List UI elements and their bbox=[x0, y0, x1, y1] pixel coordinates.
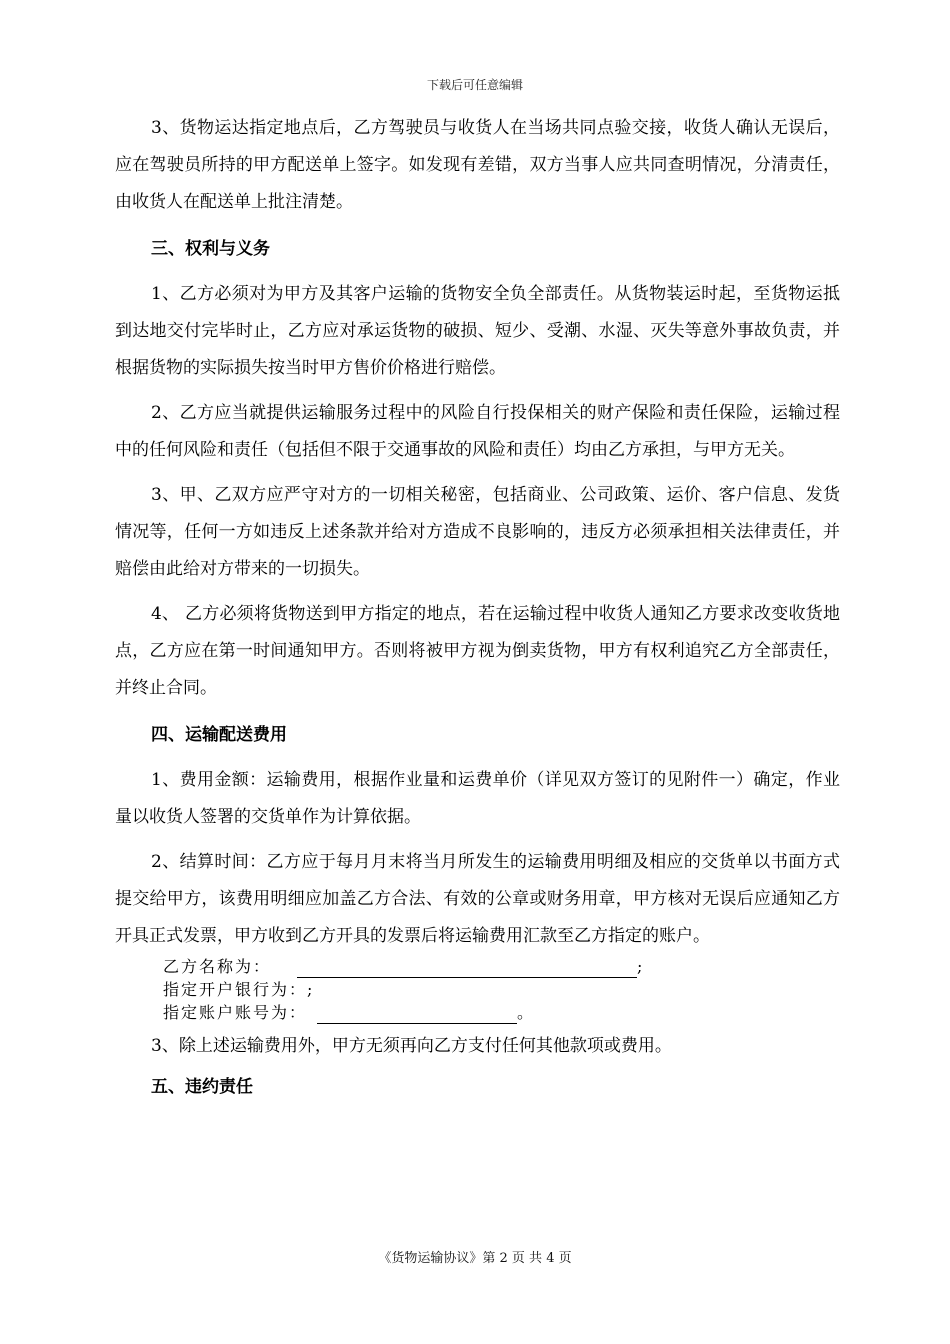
field-payee-name-blank[interactable] bbox=[297, 961, 637, 978]
clause-rights-3: 3、甲、乙双方应严守对方的一切相关秘密，包括商业、公司政策、运价、客户信息、发货情况等，任何一方如违反上述条款并给对方造成不良影响的，违反方必须承担相关法律责任，并赔偿由此给对方带来的一切损失。 bbox=[115, 485, 840, 579]
clause-delivery-inspection: 3、货物运达指定地点后，乙方驾驶员与收货人在当场共同点验交接，收货人确认无误后，应在驾驶员所持的甲方配送单上签字。如发现有差错，双方当事人应共同查明情况，分清责任，由收货人在配送单上批注清楚。 bbox=[115, 118, 840, 212]
field-account-label: 指定账户账号为： bbox=[163, 1003, 308, 1022]
page-footer-note: 《货物运输协议》第 2 页 共 4 页 bbox=[378, 1251, 572, 1266]
section-heading-rights: 三、权利与义务 bbox=[151, 239, 270, 259]
field-payee-name-label: 乙方名称为： bbox=[163, 957, 272, 976]
field-bank bbox=[163, 978, 840, 1001]
section-heading-breach: 五、违约责任 bbox=[151, 1077, 253, 1097]
field-payee-name-end: ; bbox=[637, 957, 645, 976]
field-account bbox=[163, 1001, 840, 1024]
clause-settlement-time: 2、结算时间：乙方应于每月月末将当月所发生的运输费用明细及相应的交货单以书面方式提交给甲方，该费用明细应加盖乙方合法、有效的公章或财务用章，甲方核对无误后应通知乙方开具正式发票，甲方收到乙方开具的发票后将运输费用汇款至乙方指定的账户。 bbox=[115, 852, 840, 946]
clause-rights-4: 4、 乙方必须将货物送到甲方指定的地点，若在运输过程中收货人通知乙方要求改变收货地点，乙方应在第一时间通知甲方。否则将被甲方视为倒卖货物，甲方有权利追究乙方全部责任，并终止合同。 bbox=[115, 604, 840, 698]
clause-fee-amount: 1、费用金额：运输费用，根据作业量和运费单价（详见双方签订的见附件一）确定，作业量以收货人签署的交货单作为计算依据。 bbox=[115, 770, 840, 827]
section-heading-fees: 四、运输配送费用 bbox=[151, 725, 287, 745]
field-bank-label: 指定开户银行为：; bbox=[163, 980, 315, 999]
clause-rights-1: 1、乙方必须对为甲方及其客户运输的货物安全负全部责任。从货物装运时起，至货物运抵到达地交付完毕时止，乙方应对承运货物的破损、短少、受潮、水湿、灭失等意外事故负责，并根据货物的实际损失按当时甲方售价价格进行赔偿。 bbox=[115, 284, 840, 378]
clause-rights-2: 2、乙方应当就提供运输服务过程中的风险自行投保相关的财产保险和责任保险，运输过程中的任何风险和责任（包括但不限于交通事故的风险和责任）均由乙方承担，与甲方无关。 bbox=[115, 403, 840, 460]
clause-no-other-fees: 3、除上述运输费用外，甲方无须再向乙方支付任何其他款项或费用。 bbox=[151, 1036, 672, 1056]
field-payee-name bbox=[163, 955, 840, 978]
payee-fields bbox=[163, 955, 840, 1024]
page-header-note: 下载后可任意编辑 bbox=[426, 78, 523, 92]
document-body bbox=[115, 110, 840, 1114]
field-account-blank[interactable] bbox=[317, 1007, 517, 1024]
field-account-end: 。 bbox=[517, 1003, 536, 1022]
